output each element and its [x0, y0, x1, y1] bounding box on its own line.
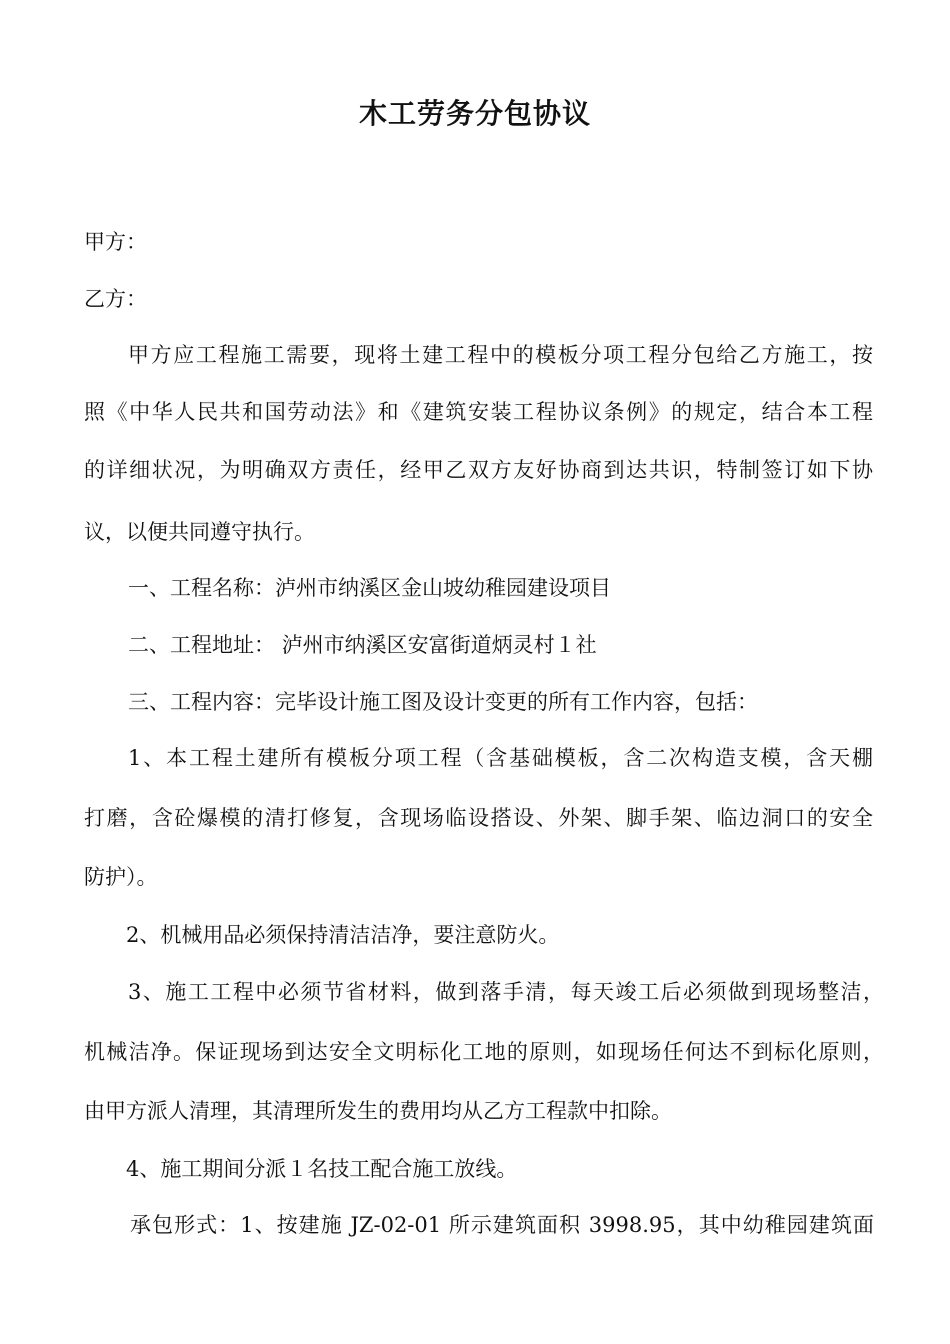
project-address: 二、工程地址： 泸州市纳溪区安富街道炳灵村１社 [128, 633, 597, 657]
intro-line-4: 议，以便共同遵守执行。 [84, 520, 315, 544]
document-title: 木工劳务分包协议 [358, 97, 591, 130]
intro-line-3: 的详细状况，为明确双方责任，经甲乙双方友好协商到达共识，特制签订如下协 [84, 458, 873, 482]
scope-item-1-line-1: 1、本工程土建所有模板分项工程（含基础模板，含二次构造支模，含天棚 [128, 746, 873, 770]
scope-item-1-line-3: 防护）。 [84, 865, 158, 889]
contract-form: 承包形式：1、按建施 JZ-02-01 所示建筑面积 3998.95，其中幼稚园建筑面 [130, 1213, 874, 1237]
intro-line-1: 甲方应工程施工需要，现将土建工程中的模板分项工程分包给乙方施工，按 [128, 343, 873, 367]
scope-item-3-line-3: 由甲方派人清理，其清理所发生的费用均从乙方工程款中扣除。 [84, 1099, 672, 1123]
project-name: 一、工程名称：泸州市纳溪区金山坡幼稚园建设项目 [128, 576, 611, 600]
scope-item-3-line-2: 机械洁净。保证现场到达安全文明标化工地的原则，如现场任何达不到标化原则， [84, 1040, 884, 1064]
project-scope: 三、工程内容：完毕设计施工图及设计变更的所有工作内容，包括： [128, 690, 758, 714]
scope-item-1-line-2: 打磨，含砼爆模的清打修复，含现场临设搭设、外架、脚手架、临边洞口的安全 [84, 806, 873, 830]
scope-item-2: 2、机械用品必须保持清洁洁净，要注意防火。 [126, 923, 560, 947]
scope-item-3-line-1: 3、施工工程中必须节省材料，做到落手清，每天竣工后必须做到现场整洁， [128, 980, 884, 1004]
party-a-label: 甲方： [84, 230, 147, 254]
intro-line-2: 照《中华人民共和国劳动法》和《建筑安装工程协议条例》的规定，结合本工程 [84, 400, 873, 424]
party-b-label: 乙方： [84, 287, 147, 311]
scope-item-4: 4、施工期间分派１名技工配合施工放线。 [126, 1157, 518, 1181]
